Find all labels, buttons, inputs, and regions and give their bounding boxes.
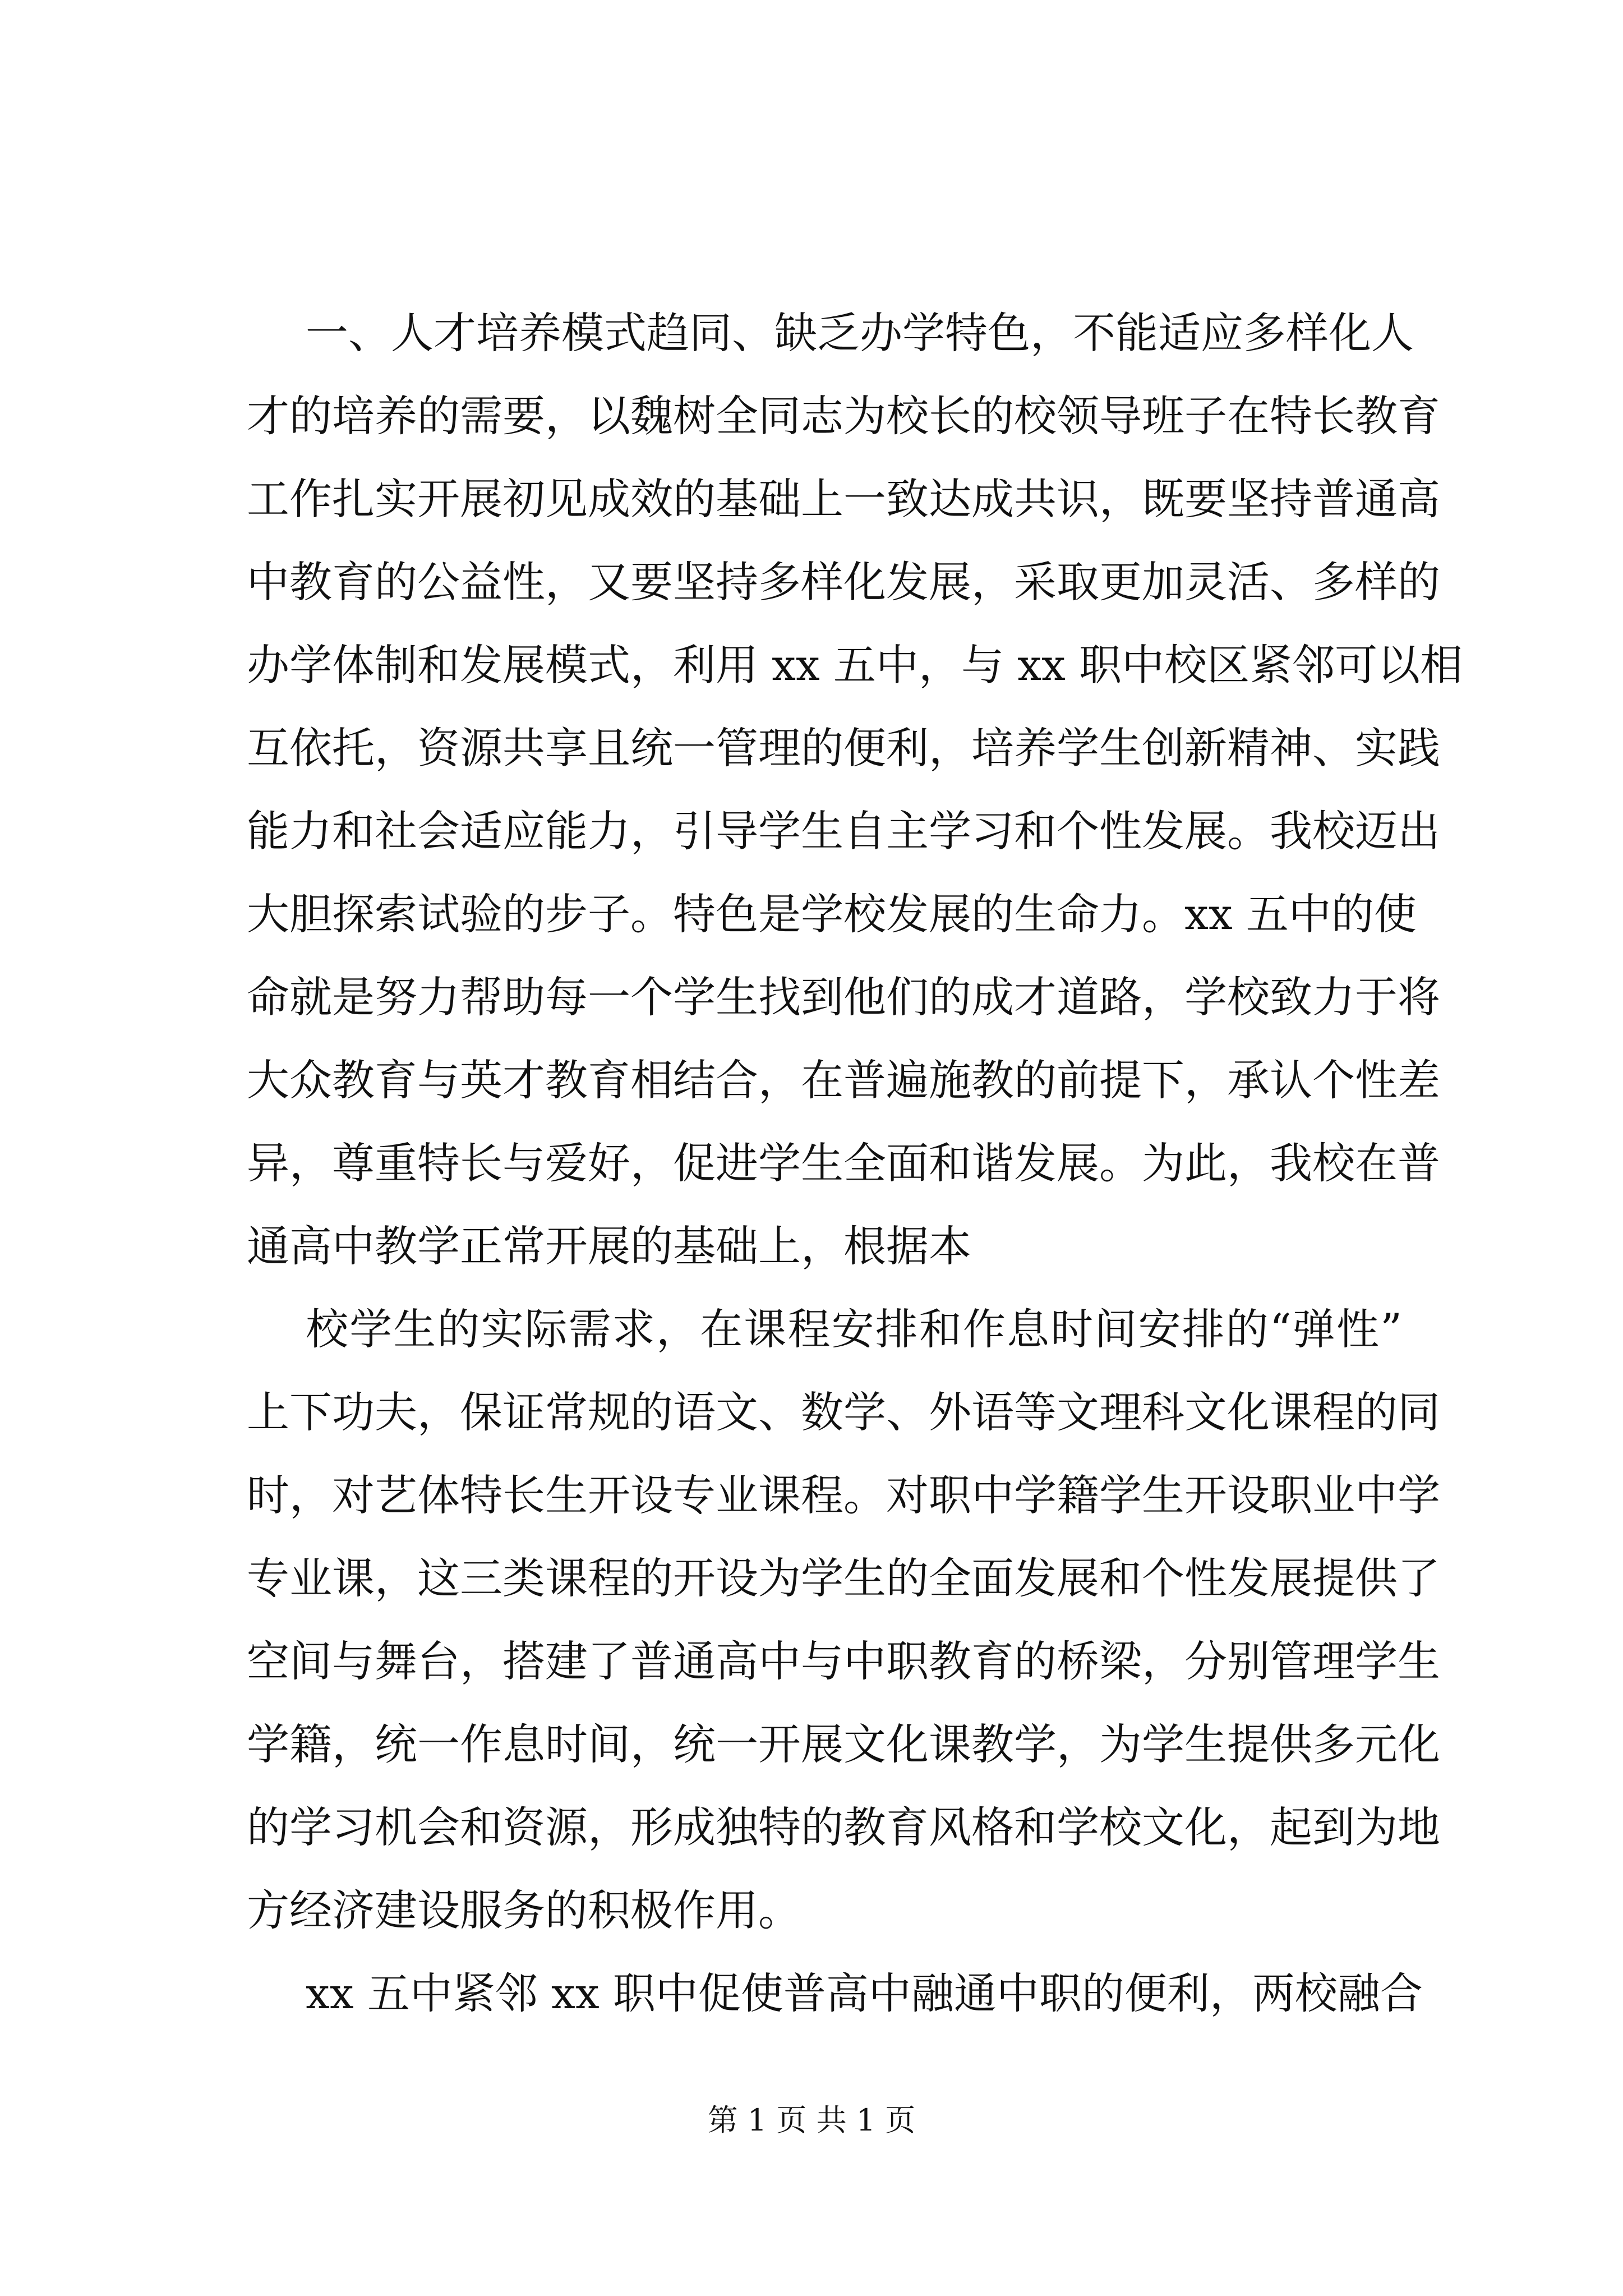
- paragraph-1-line-6: 互依托，资源共享且统一管理的便利，培养学生创新精神、实践: [247, 723, 1440, 773]
- paragraph-1-line-7: 能力和社会适应能力，引导学生自主学习和个性发展。我校迈出: [247, 806, 1440, 856]
- paragraph-1-line-11: 异，尊重特长与爱好，促进学生全面和谐发展。为此，我校在普: [247, 1138, 1440, 1188]
- paragraph-1-line-9: 命就是努力帮助每一个学生找到他们的成才道路，学校致力于将: [247, 972, 1440, 1022]
- paragraph-1-line-2: 才的培养的需要，以魏树全同志为校长的校领导班子在特长教育: [247, 391, 1440, 441]
- paragraph-1-line-12: 通高中教学正常开展的基础上，根据本: [247, 1221, 971, 1271]
- paragraph-2-line-8: 方经济建设服务的积极作用。: [247, 1885, 801, 1935]
- paragraph-1-line-4: 中教育的公益性，又要坚持多样化发展，采取更加灵活、多样的: [247, 557, 1440, 607]
- paragraph-2-line-7: 的学习机会和资源，形成独特的教育风格和学校文化，起到为地: [247, 1802, 1440, 1852]
- paragraph-1-line-5: 办学体制和发展模式，利用 xx 五中，与 xx 职中校区紧邻可以相: [247, 640, 1463, 690]
- paragraph-2-line-3: 时，对艺体特长生开设专业课程。对职中学籍学生开设职业中学: [247, 1470, 1440, 1520]
- paragraph-1-line-10: 大众教育与英才教育相结合，在普遍施教的前提下，承认个性差: [247, 1055, 1440, 1105]
- paragraph-1-line-8: 大胆探索试验的步子。特色是学校发展的生命力。xx 五中的使: [247, 889, 1417, 939]
- document-body: [247, 292, 1463, 2035]
- paragraph-1-line-3: 工作扎实开展初见成效的基础上一致达成共识，既要坚持普通高: [247, 474, 1440, 524]
- page-number-footer: 第 1 页 共 1 页: [707, 2102, 916, 2138]
- paragraph-2-line-6: 学籍，统一作息时间，统一开展文化课教学，为学生提供多元化: [247, 1719, 1440, 1769]
- paragraph-1-line-1: 一、人才培养模式趋同、缺乏办学特色，不能适应多样化人: [306, 308, 1414, 358]
- paragraph-2-line-1: 校学生的实际需求，在课程安排和作息时间安排的“弹性”: [306, 1304, 1402, 1354]
- paragraph-3-line-1: xx 五中紧邻 xx 职中促使普高中融通中职的便利，两校融合: [306, 1968, 1423, 2018]
- paragraph-2-line-4: 专业课，这三类课程的开设为学生的全面发展和个性发展提供了: [247, 1553, 1440, 1603]
- paragraph-2-line-2: 上下功夫，保证常规的语文、数学、外语等文理科文化课程的同: [247, 1387, 1440, 1437]
- paragraph-2-line-5: 空间与舞台，搭建了普通高中与中职教育的桥梁，分别管理学生: [247, 1636, 1440, 1686]
